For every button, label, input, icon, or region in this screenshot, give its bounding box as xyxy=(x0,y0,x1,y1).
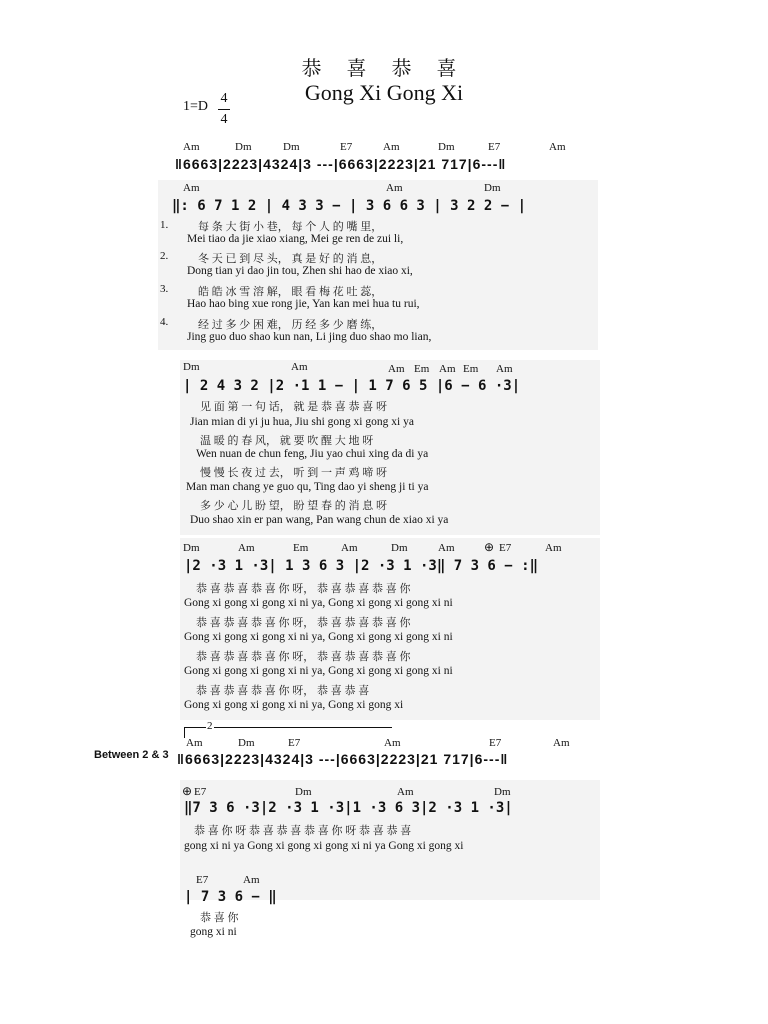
interlude-chord: Am xyxy=(384,737,401,749)
lyric-pinyin: Wen nuan de chun feng, Jiu yao chui xing da di ya xyxy=(196,448,429,460)
lyric-pinyin: Dong tian yi dao jin tou, Zhen shi hao de xiao xi, xyxy=(187,265,413,277)
lyric-pinyin: Mei tiao da jie xiao xiang, Mei ge ren de zui li, xyxy=(187,233,404,245)
title-english: Gong Xi Gong Xi xyxy=(304,80,464,105)
coda-chord: Dm xyxy=(494,786,511,798)
interlude-chord: Am xyxy=(186,737,203,749)
lyric-cn: 冬 天 已 到 尽 头， 真 是 好 的 消 息， xyxy=(198,253,383,265)
intro-chord: Dm xyxy=(438,141,455,153)
time-top: 4 xyxy=(220,91,228,106)
coda-sign-icon: ⊕ xyxy=(484,540,495,554)
verse3-chord: Dm xyxy=(183,542,200,554)
verse1-chord: Dm xyxy=(484,182,501,194)
lyric-cn: 恭 喜 恭 喜 恭 喜 你 呀， 恭 喜 恭 喜 恭 喜 你 xyxy=(196,583,411,595)
ending-chord: E7 xyxy=(196,874,209,886)
volta-number: 2 xyxy=(207,720,213,732)
lyric-cn: 恭 喜 恭 喜 恭 喜 你 呀， 恭 喜 恭 喜 恭 喜 你 xyxy=(196,651,411,663)
interlude-chord: E7 xyxy=(489,737,502,749)
intro-chord: Am xyxy=(383,141,400,153)
coda-notes: ‖7 3 6 ·3|2 ·3 1 ·3|1 ·3 6 3|2 ·3 1 ·3| xyxy=(184,800,513,816)
verse2-chord: Em xyxy=(463,363,479,375)
verse2-chord: Am xyxy=(439,363,456,375)
verse2-chord: Am xyxy=(496,363,513,375)
verse3-chord: Am xyxy=(545,542,562,554)
lyric-pinyin: Jing guo duo shao kun nan, Li jing duo shao mo lian, xyxy=(187,331,432,343)
coda-lyric-pinyin: gong xi ni ya Gong xi gong xi gong xi ni ya Gong xi gong xi xyxy=(184,840,464,852)
verse3-chord: Am xyxy=(341,542,358,554)
interlude-chord: Dm xyxy=(238,737,255,749)
interlude-notes: ‖6663|2223|4324|3 ---|6663|2223|21 717|6---‖ xyxy=(177,751,509,767)
verse-number: 3. xyxy=(160,283,169,295)
verse1-notes: ‖: 6 7 1 2 | 4 3 3 − | 3 6 6 3 | 3 2 2 − | xyxy=(172,198,527,214)
verse2-chord: Am xyxy=(388,363,405,375)
coda-chord: Dm xyxy=(295,786,312,798)
verse3-chord: Dm xyxy=(391,542,408,554)
verse-number: 1. xyxy=(160,219,169,231)
lyric-cn: 慢 慢 长 夜 过 去， 听 到 一 声 鸡 啼 呀 xyxy=(200,467,387,479)
verse2-chord: Dm xyxy=(183,361,200,373)
lyric-cn: 多 少 心 儿 盼 望， 盼 望 春 的 消 息 呀 xyxy=(200,500,387,512)
verse2-chord: Am xyxy=(291,361,308,373)
intro-chord: E7 xyxy=(488,141,501,153)
time-signature xyxy=(218,89,230,130)
coda-chord: E7 xyxy=(194,786,207,798)
verse1-chord: Am xyxy=(386,182,403,194)
intro-notes: ‖6663|2223|4324|3 ---|6663|2223|21 717|6---‖ xyxy=(175,156,507,172)
interlude-chord: Am xyxy=(553,737,570,749)
verse3-chord: Am xyxy=(238,542,255,554)
ending-lyric-pinyin: gong xi ni xyxy=(190,926,237,938)
time-bottom: 4 xyxy=(220,112,228,127)
coda-chord: Am xyxy=(397,786,414,798)
lyric-cn: 恭 喜 恭 喜 恭 喜 你 呀， 恭 喜 恭 喜 恭 喜 你 xyxy=(196,617,411,629)
intro-chord: Dm xyxy=(235,141,252,153)
lyric-pinyin: Jian mian di yi ju hua, Jiu shi gong xi gong xi ya xyxy=(190,416,414,428)
intro-chord: Am xyxy=(183,141,200,153)
lyric-pinyin: Gong xi gong xi gong xi ni ya, Gong xi gong xi gong xi ni xyxy=(184,665,453,677)
ending-chord: Am xyxy=(243,874,260,886)
lyric-pinyin: Duo shao xin er pan wang, Pan wang chun de xiao xi ya xyxy=(190,514,449,526)
coda-lyric-cn: 恭 喜 你 呀 恭 喜 恭 喜 恭 喜 你 呀 恭 喜 恭 喜 xyxy=(194,825,412,837)
lyric-pinyin: Gong xi gong xi gong xi ni ya, Gong xi gong xi gong xi ni xyxy=(184,631,453,643)
ending-notes: | 7 3 6 − ‖ xyxy=(184,889,277,905)
lyric-cn: 见 面 第 一 句 话， 就 是 恭 喜 恭 喜 呀 xyxy=(200,401,387,413)
verse2-notes: | 2 4 3 2 |2 ·1 1 − | 1 7 6 5 |6 − 6 ·3| xyxy=(183,378,521,394)
interlude-label: Between 2 & 3 xyxy=(94,749,169,761)
lyric-pinyin: Man man chang ye guo qu, Ting dao yi sheng ji ti ya xyxy=(186,481,429,493)
verse-number: 2. xyxy=(160,250,169,262)
verse-number: 4. xyxy=(160,316,169,328)
verse2-chord: Em xyxy=(414,363,430,375)
intro-chord: Am xyxy=(549,141,566,153)
coda-sign-icon: ⊕ xyxy=(182,784,193,798)
verse3-notes: |2 ·3 1 ·3| 1 3 6 3 |2 ·3 1 ·3‖ 7 3 6 − :‖ xyxy=(184,558,539,574)
ending-lyric-cn: 恭 喜 你 xyxy=(200,912,239,924)
interlude-chord: E7 xyxy=(288,737,301,749)
lyric-pinyin: Gong xi gong xi gong xi ni ya, Gong xi gong xi xyxy=(184,699,404,711)
intro-chord: E7 xyxy=(340,141,353,153)
lyric-cn: 经 过 多 少 困 难， 历 经 多 少 磨 练， xyxy=(198,319,383,331)
verse3-chord: Em xyxy=(293,542,309,554)
lyric-cn: 温 暖 的 春 风， 就 要 吹 醒 大 地 呀 xyxy=(200,435,374,447)
verse3-chord: E7 xyxy=(499,542,512,554)
title-chinese: 恭 喜 恭 喜 xyxy=(301,58,467,80)
lyric-pinyin: Gong xi gong xi gong xi ni ya, Gong xi gong xi gong xi ni xyxy=(184,597,453,609)
lyric-cn: 皓 皓 冰 雪 溶 解， 眼 看 梅 花 吐 蕊， xyxy=(198,286,383,298)
lyric-pinyin: Hao hao bing xue rong jie, Yan kan mei hua tu rui, xyxy=(187,298,420,310)
verse3-chord: Am xyxy=(438,542,455,554)
lyric-cn: 每 条 大 街 小 巷， 每 个 人 的 嘴 里， xyxy=(198,221,383,233)
lyric-cn: 恭 喜 恭 喜 恭 喜 你 呀， 恭 喜 恭 喜 xyxy=(196,685,370,697)
key-signature: 1=D xyxy=(183,99,209,114)
verse1-chord: Am xyxy=(183,182,200,194)
intro-chord: Dm xyxy=(283,141,300,153)
